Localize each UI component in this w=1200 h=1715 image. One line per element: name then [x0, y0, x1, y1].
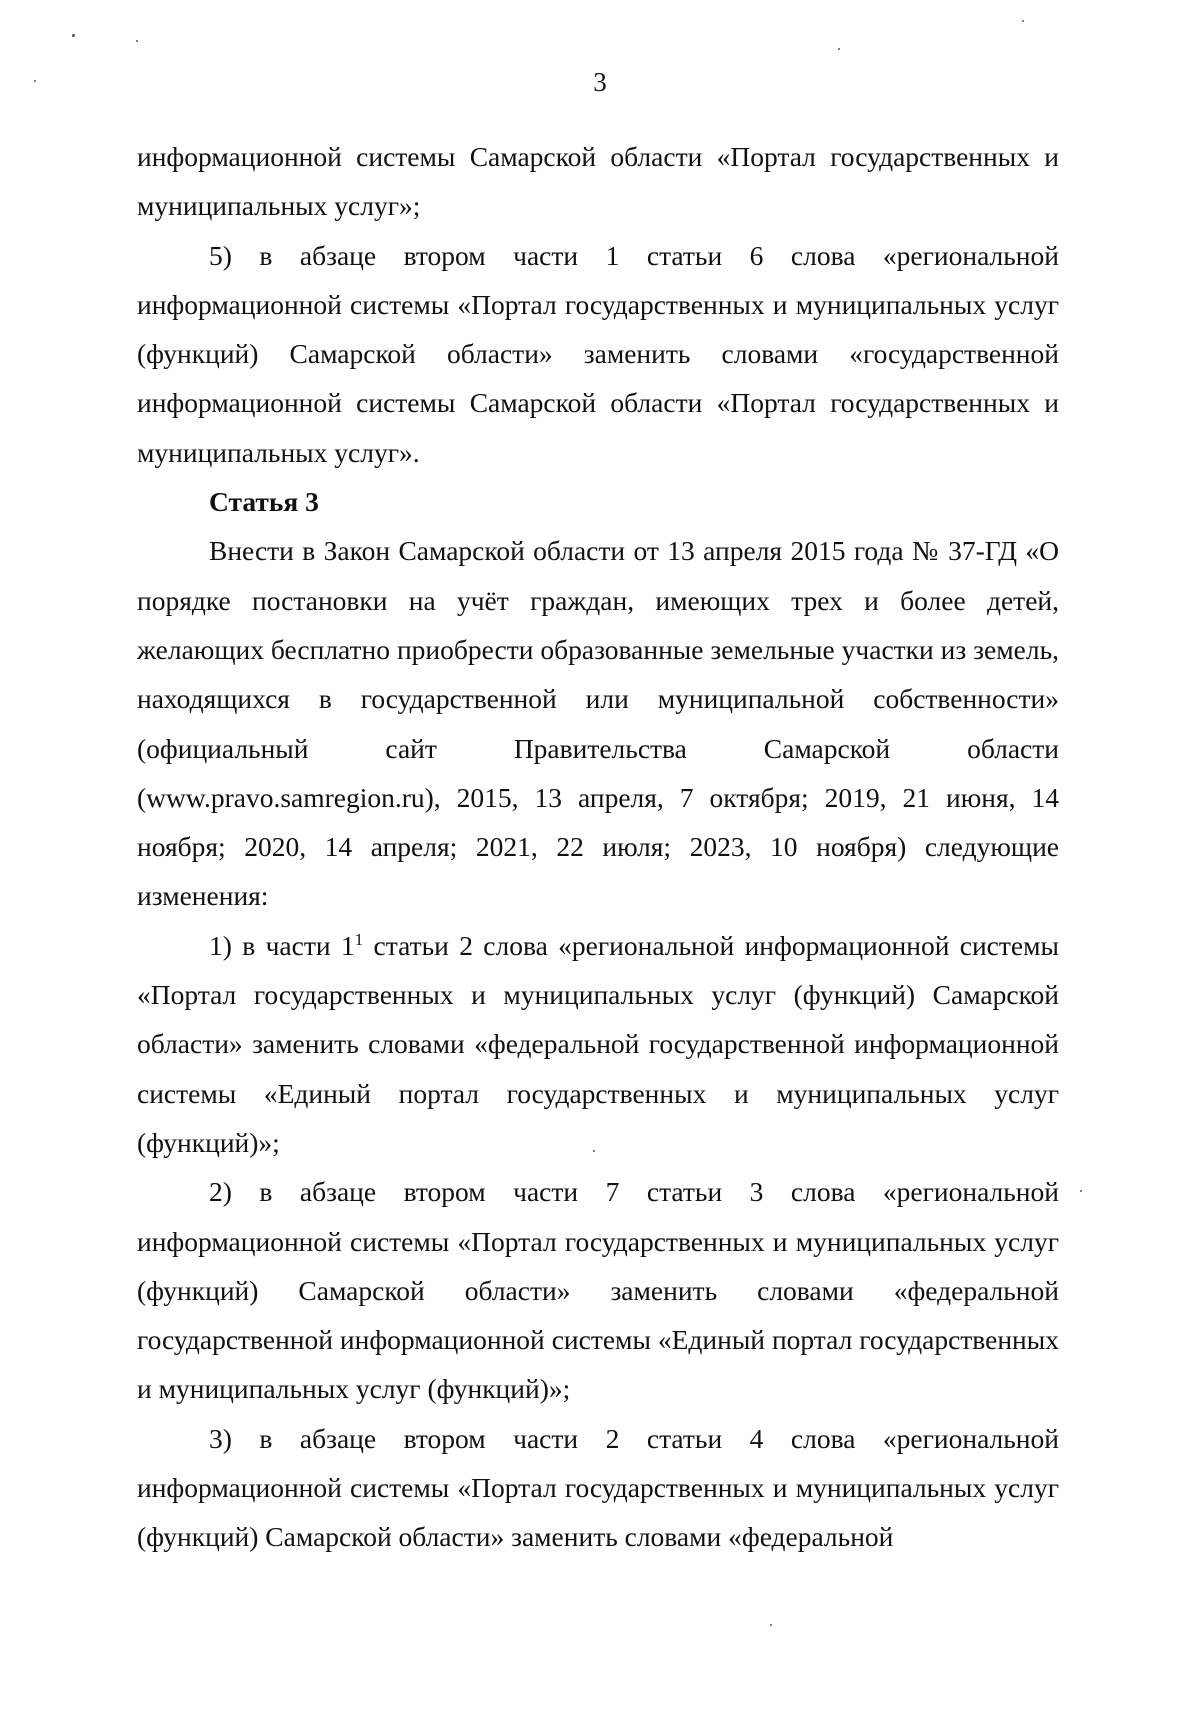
scan-speck [1080, 1190, 1082, 1192]
paragraph-item-5: 5) в абзаце втором части 1 статьи 6 слова «региональной информационной системы «Портал государственных и муниципальных услуг (функций) Самарской области» заменить словами «государственной информационной системы Самарской области «Портал государственных и муниципальных услуг». [137, 239, 1059, 468]
paragraph-article-3-intro: Внести в Закон Самарской области от 13 апреля 2015 года № 37-ГД «О порядке постановки на учёт граждан, имеющих трех и более детей, желающих бесплатно приобрести образованные земельные участки из земель, находящихся в государственной или муниципальной собственности» (официальный сайт Правительства Самарской области (www.pravo.samregion.ru), 2015, 13 апреля, 7 октября; 2019, 21 июня, 14 ноября; 2020, 14 апреля; 2021, 22 июля; 2023, 10 ноября) следующие изменения: [137, 535, 1059, 912]
scan-speck [838, 48, 840, 50]
paragraph-item-2: 2) в абзаце втором части 7 статьи 3 слова «региональной информационной системы «Портал государственных и муниципальных услуг (функций) Самарской области» заменить словами «федеральной государственной информационной системы «Единый портал государственных и муниципальных услуг (функций)»; [137, 1176, 1059, 1405]
page-number: 3 [593, 67, 607, 97]
item-1-lead: 1) в части 1 [209, 929, 355, 961]
paragraph-item-1 [137, 921, 1059, 1167]
scan-speck [770, 1624, 772, 1626]
item-1-superscript: 1 [354, 929, 364, 949]
article-heading: Статья 3 [209, 486, 319, 518]
scan-speck [136, 40, 138, 42]
item-1-text: статьи 2 слова «региональной информационной системы «Портал государственных и муниципальных услуг (функций) Самарской области» заменить словами «федеральной государственной информационной системы «Единый портал государственных и муниципальных услуг (функций)»; [137, 929, 1059, 1158]
scan-speck [72, 34, 75, 37]
paragraph-continuation: информационной системы Самарской области «Портал государственных и муниципальных услуг»; [137, 141, 1059, 222]
scan-speck [1022, 20, 1024, 22]
document-body [137, 132, 1059, 1562]
paragraph-item-3: 3) в абзаце втором части 2 статьи 4 слова «региональной информационной системы «Портал государственных и муниципальных услуг (функций) Самарской области» заменить словами «федеральной [137, 1422, 1059, 1553]
scan-speck [593, 1150, 595, 1152]
scan-speck [34, 80, 36, 82]
